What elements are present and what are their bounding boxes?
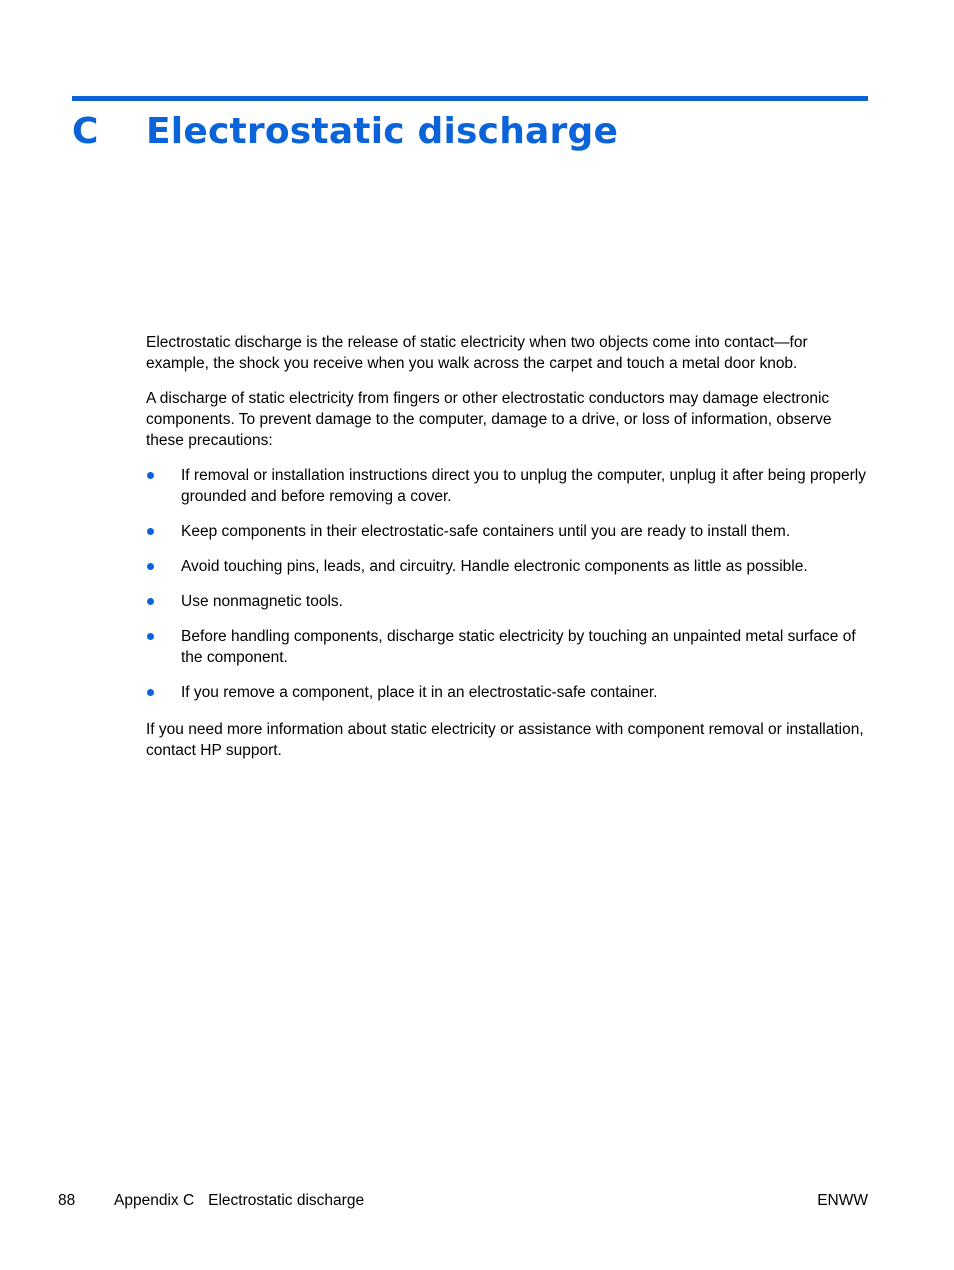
precautions-paragraph: A discharge of static electricity from fingers or other electrostatic conductors may damage electronic components. To prevent damage to the computer, damage to a drive, or loss of information, observe these precautions: [146, 390, 832, 449]
footer-section-title: Electrostatic discharge [208, 1192, 365, 1209]
list-item-text: Keep components in their electrostatic-safe containers until you are ready to install them. [181, 523, 791, 540]
page-title: Electrostatic discharge [146, 111, 619, 152]
list-item [146, 626, 868, 668]
chapter-letter: C [72, 111, 99, 152]
list-item-text: If you remove a component, place it in an electrostatic-safe container. [181, 684, 658, 701]
footer-section [114, 1190, 364, 1211]
bullet-icon [147, 689, 154, 696]
list-item [146, 465, 868, 507]
intro-paragraph: Electrostatic discharge is the release of static electricity when two objects come into contact—for example, the shock you receive when you walk across the carpet and touch a metal door knob. [146, 334, 808, 372]
list-item-text: Avoid touching pins, leads, and circuitry. Handle electronic components as little as possible. [181, 558, 808, 575]
bullet-icon [147, 528, 154, 535]
list-item [146, 556, 868, 577]
precautions-list [146, 465, 868, 717]
bullet-icon [147, 633, 154, 640]
bullet-icon [147, 598, 154, 605]
list-item [146, 591, 868, 612]
bullet-icon [147, 472, 154, 479]
footer-section-label: Appendix C [114, 1192, 195, 1209]
list-item [146, 682, 868, 703]
bullet-icon [147, 563, 154, 570]
list-item-text: Use nonmagnetic tools. [181, 593, 343, 610]
list-item-text: If removal or installation instructions direct you to unplug the computer, unplug it after being properly grounded and before removing a cover. [181, 467, 866, 505]
page-number: 88 [58, 1192, 76, 1209]
list-item [146, 521, 868, 542]
closing-paragraph: If you need more information about static electricity or assistance with component removal or installation, contact HP support. [146, 721, 864, 759]
chapter-rule [72, 96, 868, 101]
footer-locale-label: ENWW [817, 1192, 868, 1209]
list-item-text: Before handling components, discharge static electricity by touching an unpainted metal surface of the component. [181, 628, 856, 666]
